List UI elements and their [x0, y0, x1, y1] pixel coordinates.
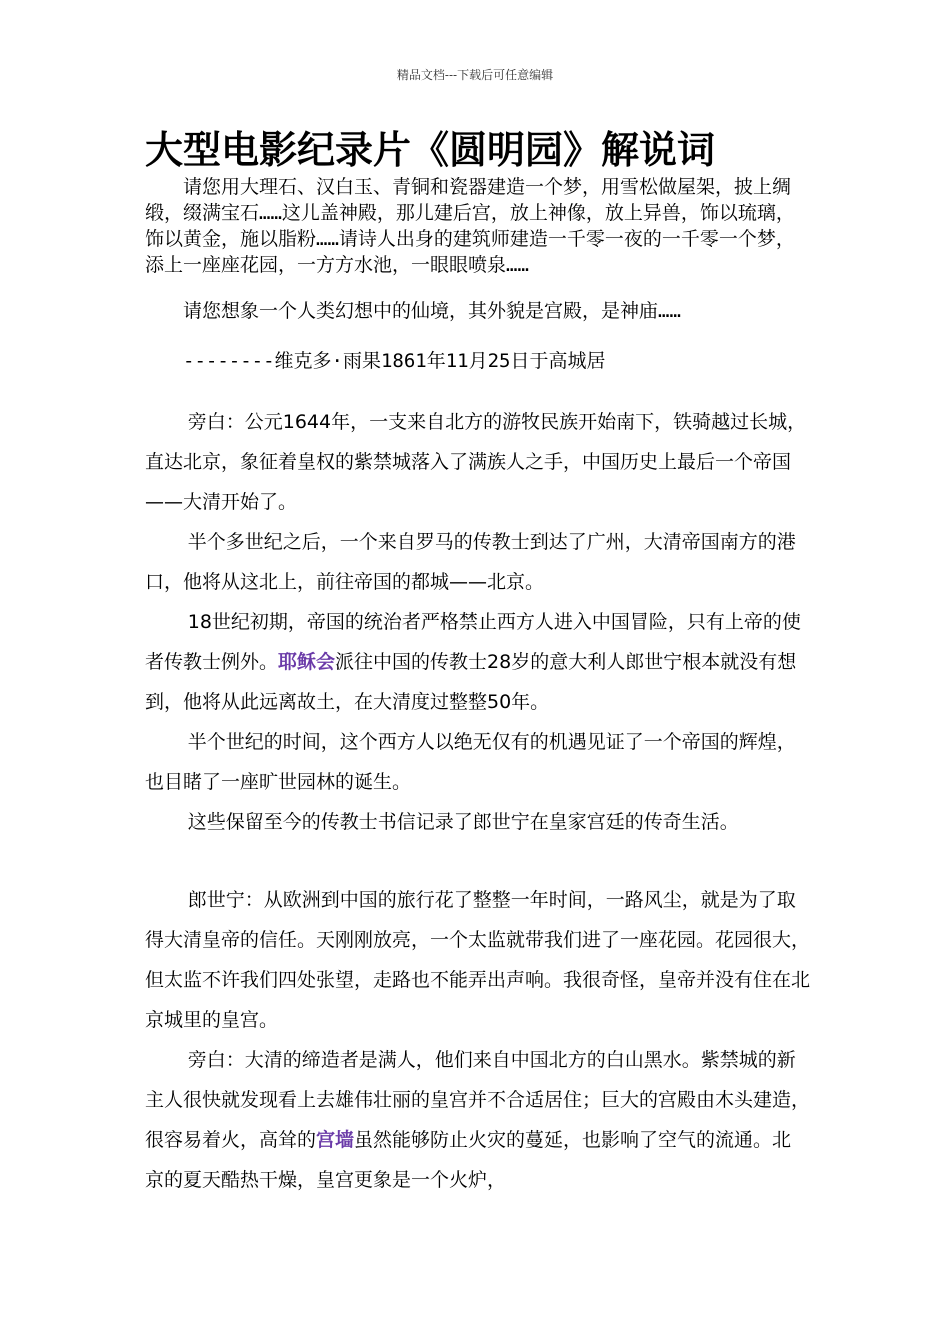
- paragraph: 半个世纪的时间，这个西方人以绝无仅有的机遇见证了一个帝国的辉煌，也目睹了一座旷世园林的诞生。: [145, 731, 796, 793]
- document-title: 大型电影纪录片《圆明园》解说词: [145, 128, 716, 172]
- keyword-link[interactable]: 宫墙: [316, 1129, 355, 1151]
- section-1: [145, 402, 810, 842]
- paragraph: 半个多世纪之后，一个来自罗马的传教士到达了广州，大清帝国南方的港口，他将从这北上，前往帝国的都城——北京。: [145, 531, 796, 593]
- paragraph: 旁白：公元1644年，一支来自北方的游牧民族开始南下，铁骑越过长城，直达北京，象征着皇权的紫禁城落入了满族人之手，中国历史上最后一个帝国——大清开始了。: [145, 411, 807, 513]
- section-2: [145, 880, 810, 1200]
- keyword-link[interactable]: 耶稣会: [278, 651, 336, 673]
- page-header: 精品文档---下载后可任意编辑: [396, 68, 554, 82]
- paragraph-text: 旁白：大清的缔造者是满人，他们来自中国北方的白山黑水。紫禁城的新主人很快就发现看上去雄伟壮丽的皇宫并不合适居住；巨大的宫殿由木头建造，很容易着火，高耸的: [145, 1049, 811, 1151]
- intro-paragraph: 请您用大理石、汉白玉、青铜和瓷器建造一个梦，用雪松做屋架，披上绸缎，缀满宝石……这儿盖神殿，那儿建后宫，放上神像，放上异兽，饰以琉璃，饰以黄金，施以脂粉……请诗人出身的建筑师建造一千零一夜的一千零一个梦，添上一座座花园，一方方水池，一眼眼喷泉……: [145, 176, 795, 276]
- paragraph-text: 18世纪初期，帝国的统治者严格禁止西方人进入中国冒险，只有上帝的使者传教士例外。: [145, 611, 801, 673]
- quote-signature: --------维克多·雨果1861年11月25日于高城居: [183, 350, 606, 372]
- paragraph: 这些保留至今的传教士书信记录了郎世宁在皇家宫廷的传奇生活。: [187, 811, 739, 833]
- paragraph: 郎世宁：从欧洲到中国的旅行花了整整一年时间，一路风尘，就是为了取得大清皇帝的信任。天刚刚放亮，一个太监就带我们进了一座花园。花园很大，但太监不许我们四处张望，走路也不能弄出声响。我很奇怪，皇帝并没有住在北京城里的皇宫。: [145, 889, 811, 1031]
- paragraph: [145, 602, 810, 722]
- paragraph-text: 派往中国的传教士28岁的意大利人郎世宁根本就没有想到，他将从此远离故土，在大清度过整整50年。: [145, 651, 797, 713]
- paragraph: [145, 1040, 810, 1200]
- paragraph-text: 虽然能够防止火灾的蔓延，也影响了空气的流通。北京的夏天酷热干燥，皇宫更象是一个火炉，: [145, 1129, 792, 1191]
- intro-paragraph-2: 请您想象一个人类幻想中的仙境，其外貌是宫殿，是神庙……: [183, 300, 681, 322]
